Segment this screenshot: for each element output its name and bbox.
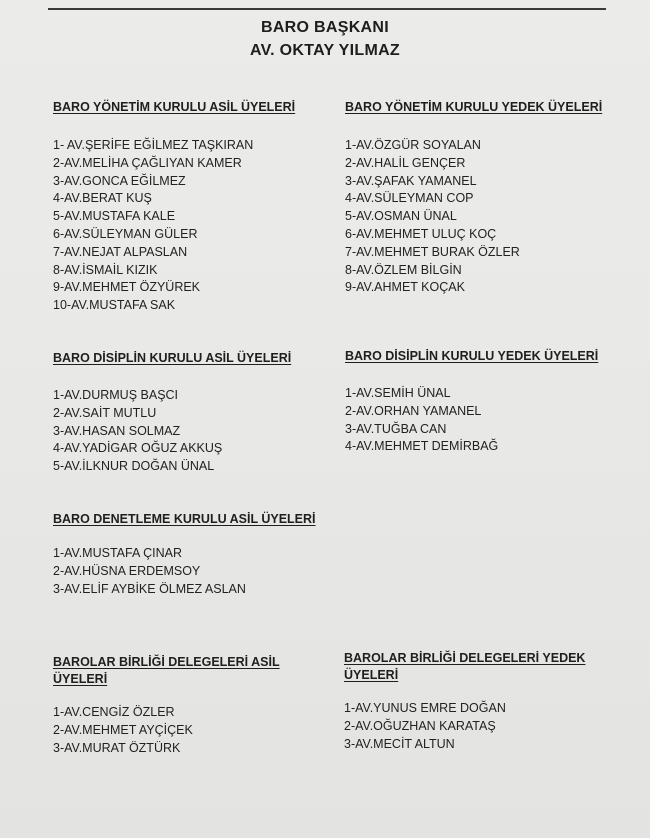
heading-line: BAROLAR BİRLİĞİ DELEGELERİ ASİL (53, 655, 280, 669)
member-list-denetleme-asil (53, 545, 246, 598)
list-item: 3-AV.ELİF AYBİKE ÖLMEZ ASLAN (53, 581, 246, 596)
list-item: 6-AV.SÜLEYMAN GÜLER (53, 226, 198, 241)
list-item: 3-AV.GONCA EĞİLMEZ (53, 173, 186, 188)
list-item: 1-AV.ÖZGÜR SOYALAN (345, 138, 481, 152)
list-item: 1-AV.YUNUS EMRE DOĞAN (344, 701, 506, 715)
list-item: 7-AV.NEJAT ALPASLAN (53, 244, 188, 259)
list-item: 2-AV.HÜSNA ERDEMSOY (53, 563, 201, 578)
list-item: 1-AV.CENGİZ ÖZLER (53, 705, 175, 719)
document-title: BARO BAŞKANI (260, 19, 390, 36)
section-heading-delege-asil (53, 654, 280, 688)
list-item: 2-AV.MELİHA ÇAĞLIYAN KAMER (53, 155, 242, 170)
section-heading-disiplin-asil: BARO DİSİPLİN KURULU ASİL ÜYELERİ (53, 351, 292, 365)
list-item: 5-AV.İLKNUR DOĞAN ÜNAL (53, 459, 215, 474)
list-item: 4-AV.MEHMET DEMİRBAĞ (345, 439, 499, 454)
list-item: 2-AV.HALİL GENÇER (345, 155, 466, 170)
section-heading-disiplin-yedek: BARO DİSİPLİN KURULU YEDEK ÜYELERİ (345, 349, 599, 363)
member-list-delege-yedek (344, 700, 506, 753)
list-item: 3-AV.ŞAFAK YAMANEL (345, 173, 477, 188)
list-item: 5-AV.OSMAN ÜNAL (345, 209, 457, 224)
section-heading-yonetim-asil: BARO YÖNETİM KURULU ASİL ÜYELERİ (53, 100, 296, 114)
list-item: 3-AV.TUĞBA CAN (345, 421, 447, 436)
member-list-disiplin-yedek (345, 385, 498, 456)
member-list-disiplin-asil (53, 387, 222, 476)
list-item: 1-AV.MUSTAFA ÇINAR (53, 546, 182, 560)
list-item: 5-AV.MUSTAFA KALE (53, 209, 176, 224)
heading-line: ÜYELERİ (344, 668, 399, 682)
section-heading-yonetim-yedek: BARO YÖNETİM KURULU YEDEK ÜYELERİ (345, 100, 603, 114)
list-item: 8-AV.İSMAİL KIZIK (53, 262, 158, 277)
list-item: 4-AV.SÜLEYMAN COP (345, 191, 474, 206)
list-item: 4-AV.YADİGAR OĞUZ AKKUŞ (53, 441, 223, 456)
section-heading-delege-yedek (344, 650, 585, 684)
member-list-delege-asil (53, 704, 193, 757)
heading-line: ÜYELERİ (53, 672, 108, 686)
list-item: 7-AV.MEHMET BURAK ÖZLER (345, 244, 520, 259)
list-item: 6-AV.MEHMET ULUÇ KOÇ (345, 226, 497, 241)
list-item: 9-AV.MEHMET ÖZYÜREK (53, 280, 201, 295)
list-item: 1-AV.SEMİH ÜNAL (345, 386, 451, 400)
list-item: 1- AV.ŞERİFE EĞİLMEZ TAŞKIRAN (53, 138, 254, 152)
section-heading-denetleme-asil: BARO DENETLEME KURULU ASİL ÜYELERİ (53, 512, 316, 526)
list-item: 8-AV.ÖZLEM BİLGİN (345, 262, 462, 277)
heading-line: BAROLAR BİRLİĞİ DELEGELERİ YEDEK (344, 651, 586, 665)
list-item: 10-AV.MUSTAFA SAK (53, 298, 176, 313)
list-item: 3-AV.MECİT ALTUN (344, 736, 455, 751)
list-item: 2-AV.OĞUZHAN KARATAŞ (344, 718, 496, 733)
member-list-yonetim-yedek (345, 137, 520, 297)
list-item: 9-AV.AHMET KOÇAK (345, 280, 465, 295)
list-item: 4-AV.BERAT KUŞ (53, 191, 152, 206)
document-subtitle: AV. OKTAY YILMAZ (249, 42, 401, 59)
list-item: 3-AV.HASAN SOLMAZ (53, 423, 181, 438)
member-list-yonetim-asil (53, 137, 253, 315)
list-item: 2-AV.SAİT MUTLU (53, 405, 157, 420)
list-item: 3-AV.MURAT ÖZTÜRK (53, 740, 181, 755)
list-item: 2-AV.ORHAN YAMANEL (345, 403, 482, 418)
list-item: 1-AV.DURMUŞ BAŞCI (53, 388, 179, 402)
list-item: 2-AV.MEHMET AYÇİÇEK (53, 722, 193, 737)
top-rule (48, 8, 606, 10)
